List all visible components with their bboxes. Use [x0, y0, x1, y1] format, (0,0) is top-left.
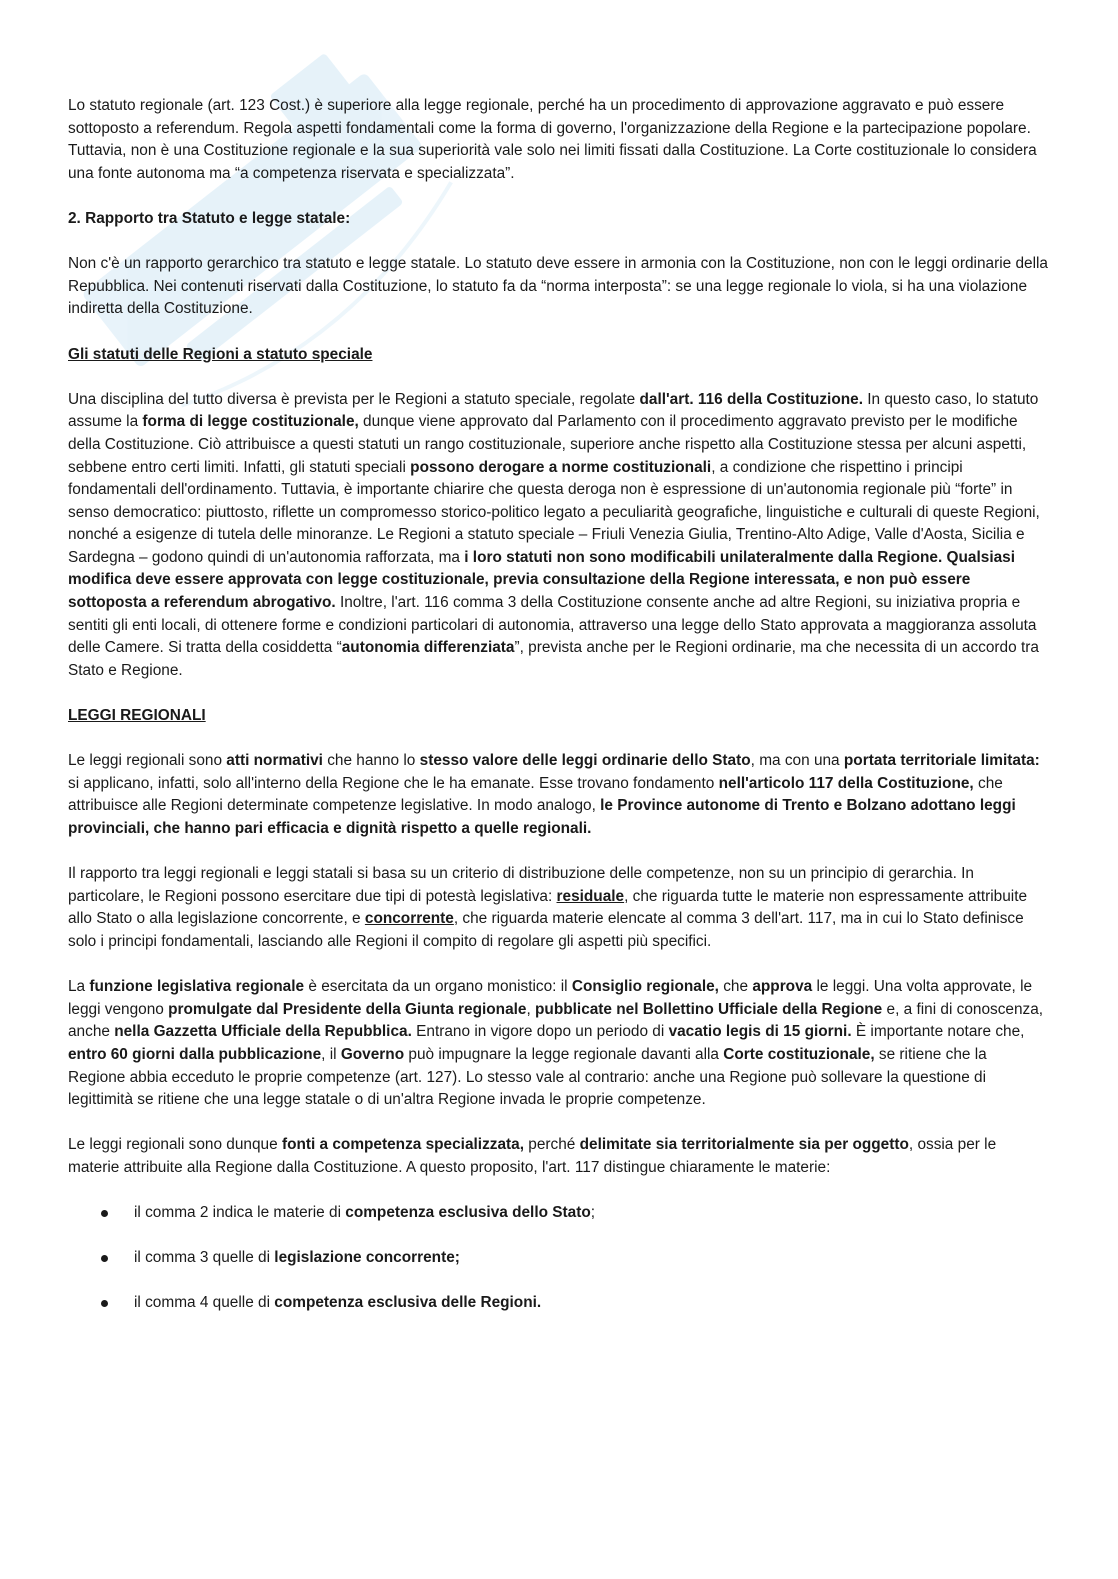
bullet-icon	[101, 1210, 108, 1217]
paragraph-leggi-regionali-definizione: Le leggi regionali sono atti normativi che hanno lo stesso valore delle leggi ordinarie dello Stato, ma con una portata territoriale limitata: si applicano, infatti, solo all'interno della Regione che le ha emanate. Esse trovano fondamento nell'articolo 117 della Costituzione, che attribuisce alle Regioni determinate competenze legislative. In modo analogo, le Province autonome di Trento e Bolzano adottano leggi provinciali, che hanno pari efficacia e dignità rispetto a quelle regionali.	[68, 752, 1040, 837]
list-item: il comma 4 quelle di competenza esclusiva delle Regioni.	[68, 1292, 1048, 1315]
document-body	[68, 95, 1048, 1338]
heading-rapporto-statuto-legge-statale: 2. Rapporto tra Statuto e legge statale:	[68, 209, 351, 227]
bullet-list-commi-art-117	[68, 1202, 1048, 1315]
paragraph-rapporto-gerarchico: Non c'è un rapporto gerarchico tra statuto e legge statale. Lo statuto deve essere in armonia con la Costituzione, non con le leggi ordinarie della Repubblica. Nei contenuti riservati dalla Costituzione, lo statuto fa da “norma interposta”: se una legge regionale lo viola, si ha una violazione indiretta della Costituzione.	[68, 255, 1048, 318]
paragraph-fonti-competenza-specializzata: Le leggi regionali sono dunque fonti a competenza specializzata, perché delimitate sia territorialmente sia per oggetto, ossia per le materie attribuite alla Regione dalla Costituzione. A questo proposito, l'art. 117 distingue chiaramente le materie:	[68, 1136, 997, 1176]
bullet-icon	[101, 1255, 108, 1262]
paragraph-statuto-regionale: Lo statuto regionale (art. 123 Cost.) è superiore alla legge regionale, perché ha un procedimento di approvazione aggravato e può essere sottoposto a referendum. Regola aspetti fondamentali come la forma di governo, l'organizzazione della Regione e la partecipazione popolare. Tuttavia, non è una Costituzione regionale e la sua superiorità vale solo nei limiti fissati dalla Costituzione. La Corte costituzionale lo considera una fonte autonoma ma “a competenza riservata e specializzata”.	[68, 97, 1037, 182]
heading-statuti-regioni-speciali: Gli statuti delle Regioni a statuto speciale	[68, 345, 373, 363]
paragraph-funzione-legislativa: La funzione legislativa regionale è esercitata da un organo monistico: il Consiglio regionale, che approva le leggi. Una volta approvate, le leggi vengono promulgate dal Presidente della Giunta regionale, pubblicate nel Bollettino Ufficiale della Regione e, a fini di conoscenza, anche nella Gazzetta Ufficiale della Repubblica. Entrano in vigore dopo un periodo di vacatio legis di 15 giorni. È importante notare che, entro 60 giorni dalla pubblicazione, il Governo può impugnare la legge regionale davanti alla Corte costituzionale, se ritiene che la Regione abbia ecceduto le proprie competenze (art. 127). Lo stesso vale al contrario: anche una Regione può sollevare la questione di legittimità se ritiene che una legge statale o di un'altra Regione invada le proprie competenze.	[68, 978, 1044, 1109]
paragraph-rapporto-leggi-regionali-statali: Il rapporto tra leggi regionali e leggi statali si basa su un criterio di distribuzione delle competenze, non su un principio di gerarchia. In particolare, le Regioni possono esercitare due tipi di potestà legislativa: residuale, che riguarda tutte le materie non espressamente attribuite allo Stato o alla legislazione concorrente, e concorrente, che riguarda materie elencate al comma 3 dell'art. 117, ma in cui lo Stato definisce solo i principi fondamentali, lasciando alle Regioni il compito di regolare gli aspetti più specifici.	[68, 865, 1028, 950]
bullet-icon	[101, 1300, 108, 1307]
list-item: il comma 3 quelle di legislazione concorrente;	[68, 1247, 1048, 1270]
paragraph-regioni-statuto-speciale: Una disciplina del tutto diversa è prevista per le Regioni a statuto speciale, regolate dall'art. 116 della Costituzione. In questo caso, lo statuto assume la forma di legge costituzionale, dunque viene approvato dal Parlamento con il procedimento aggravato previsto per le modifiche della Costituzione. Ciò attribuisce a questi statuti un rango costituzionale, superiore anche rispetto alla Costituzione stessa per alcuni aspetti, sebbene entro certi limiti. Infatti, gli statuti speciali possono derogare a norme costituzionali, a condizione che rispettino i principi fondamentali dell'ordinamento. Tuttavia, è importante chiarire che questa deroga non è espressione di un'autonomia regionale più “forte” in senso democratico: piuttosto, riflette un compromesso storico-politico legato a peculiarità geografiche, linguistiche e culturali di queste Regioni, nonché a esigenze di tutela delle minoranze. Le Regioni a statuto speciale – Friuli Venezia Giulia, Trentino-Alto Adige, Valle d'Aosta, Sicilia e Sardegna – godono quindi di un'autonomia rafforzata, ma i loro statuti non sono modificabili unilateralmente dalla Regione. Qualsiasi modifica deve essere approvata con legge costituzionale, previa consultazione della Regione interessata, e non può essere sottoposta a referendum abrogativo. Inoltre, l'art. 116 comma 3 della Costituzione consente anche ad altre Regioni, su iniziativa propria e sentiti gli enti locali, di ottenere forme e condizioni particolari di autonomia, attraverso una legge dello Stato approvata a maggioranza assoluta delle Camere. Si tratta della cosiddetta “autonomia differenziata”, prevista anche per le Regioni ordinarie, ma che necessita di un accordo tra Stato e Regione.	[68, 390, 1040, 679]
list-item: il comma 2 indica le materie di competenza esclusiva dello Stato;	[68, 1202, 1048, 1225]
heading-leggi-regionali: LEGGI REGIONALI	[68, 707, 206, 725]
